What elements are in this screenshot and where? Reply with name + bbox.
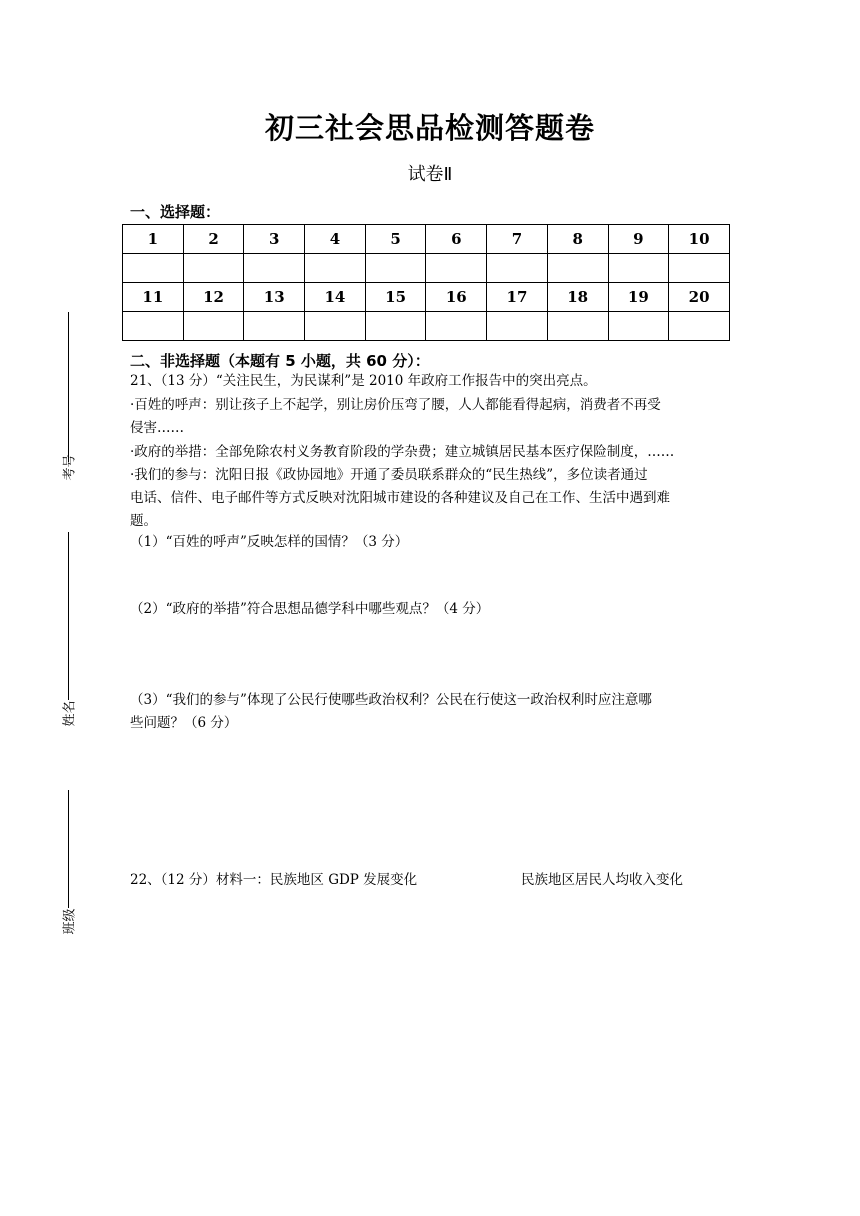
q21-sub1: （1）“百姓的呼声”反映怎样的国情？（3 分） [130,534,409,550]
page-subtitle: 试卷Ⅱ [407,164,453,185]
question-number-cell: 1 [123,225,184,254]
answer-grid [122,224,730,341]
q21-intro: 21、（13 分）“关注民生，为民谋利”是 2010 年政府工作报告中的突出亮点。 [130,373,597,389]
answer-cell[interactable] [608,312,669,341]
question-number-cell: 19 [608,283,669,312]
question-number-cell: 9 [608,225,669,254]
question-number-cell: 18 [547,283,608,312]
answer-cell[interactable] [244,254,305,283]
question-number-cell: 20 [669,283,730,312]
answer-cell[interactable] [487,312,548,341]
q21-material3-line1: ·我们的参与：沈阳日报《政协园地》开通了委员联系群众的“民生热线”，多位读者通过 [130,467,648,483]
question-number-cell: 10 [669,225,730,254]
exam-number-line [68,312,69,462]
answer-cell[interactable] [547,312,608,341]
answer-cell[interactable] [608,254,669,283]
page-title: 初三社会思品检测答题卷 [264,111,595,145]
answer-cell[interactable] [244,312,305,341]
answer-cell[interactable] [669,254,730,283]
name-label: 姓名 [62,700,78,727]
answer-cell[interactable] [183,312,244,341]
answer-row [123,312,730,341]
question-number-cell: 8 [547,225,608,254]
answer-cell[interactable] [123,312,184,341]
q22-intro: 22、（12 分）材料一：民族地区 GDP 发展变化 [130,872,418,888]
question-number-cell: 11 [123,283,184,312]
question-number-row [123,283,730,312]
answer-cell[interactable] [426,312,487,341]
q21-material3-line3: 题。 [130,513,157,529]
question-number-cell: 15 [365,283,426,312]
q21-material3-line2: 电话、信件、电子邮件等方式反映对沈阳城市建设的各种建议及自己在工作、生活中遇到难 [130,490,670,506]
q21-material1-line2: 侵害…… [130,420,184,436]
answer-cell[interactable] [365,254,426,283]
question-number-cell: 5 [365,225,426,254]
answer-cell[interactable] [365,312,426,341]
question-number-cell: 12 [183,283,244,312]
question-number-row [123,225,730,254]
q22-chart2-title: 民族地区居民人均收入变化 [521,872,683,888]
question-number-cell: 3 [244,225,305,254]
question-number-cell: 2 [183,225,244,254]
question-number-cell: 13 [244,283,305,312]
answer-row [123,254,730,283]
class-line [68,790,69,908]
class-label: 班级 [62,908,78,935]
answer-cell[interactable] [123,254,184,283]
question-number-cell: 17 [487,283,548,312]
answer-cell[interactable] [426,254,487,283]
q21-sub2: （2）“政府的举措”符合思想品德学科中哪些观点？（4 分） [130,601,490,617]
answer-cell[interactable] [669,312,730,341]
question-number-cell: 4 [305,225,366,254]
q21-sub2-answer-area[interactable] [130,624,730,684]
section2-heading: 二、非选择题（本题有 5 小题，共 60 分）： [130,352,430,370]
question-number-cell: 16 [426,283,487,312]
q21-sub3-line2: 些问题？（6 分） [130,715,238,731]
question-number-cell: 14 [305,283,366,312]
answer-cell[interactable] [487,254,548,283]
q21-material1-line1: ·百姓的呼声：别让孩子上不起学，别让房价压弯了腰，人人都能看得起病，消费者不再受 [130,397,661,413]
answer-cell[interactable] [305,312,366,341]
q21-sub3-line1: （3）“我们的参与”体现了公民行使哪些政治权利？公民在行使这一政治权利时应注意哪 [130,692,652,708]
q21-sub1-answer-area[interactable] [130,556,730,596]
answer-cell[interactable] [547,254,608,283]
q21-material2: ·政府的举措：全部免除农村义务教育阶段的学杂费；建立城镇居民基本医疗保险制度，…… [130,444,675,460]
q21-sub3-answer-area[interactable] [130,740,730,860]
name-line [68,532,69,700]
answer-cell[interactable] [305,254,366,283]
exam-number-label: 考号 [62,454,78,481]
section1-heading: 一、选择题： [130,203,221,221]
question-number-cell: 7 [487,225,548,254]
answer-cell[interactable] [183,254,244,283]
question-number-cell: 6 [426,225,487,254]
